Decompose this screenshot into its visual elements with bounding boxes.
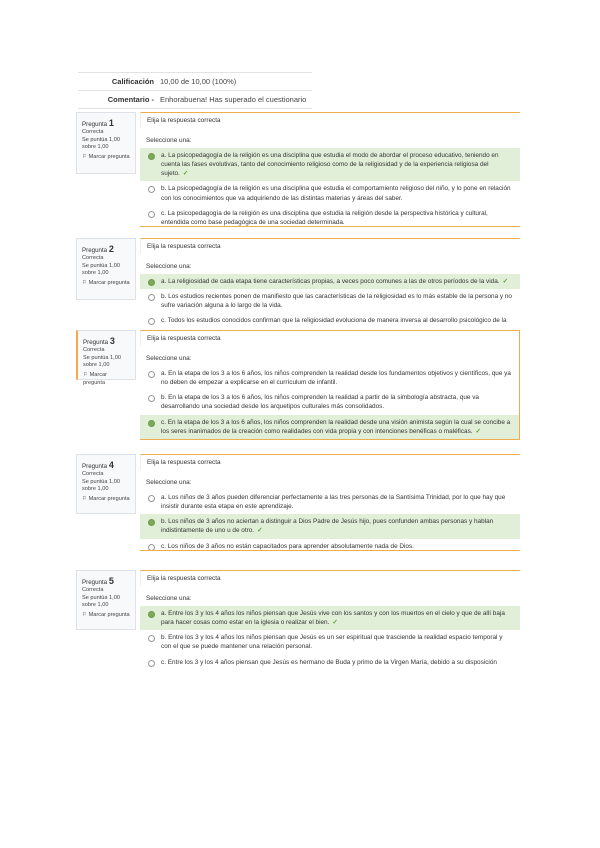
answer-option-a[interactable]	[140, 606, 520, 631]
question-text: Elija la respuesta correcta	[140, 238, 520, 254]
question-content	[140, 238, 520, 325]
question-content	[140, 330, 520, 440]
answer-text: c. Entre los 3 y los 4 años piensan que Jesús es hermano de Buda y primo de la Virgen María, debido a su disposición	[161, 658, 497, 666]
flag-question-link[interactable]	[82, 496, 130, 504]
comment-row	[78, 91, 312, 109]
answer-text: b. Entre los 3 y los 4 años los niños piensan que Jesús es un ser espiritual que trasciende la realidad espacio temporal y con el que se puede mantener una relación personal.	[161, 634, 503, 651]
flag-icon: ⚐	[82, 154, 88, 160]
radio-button[interactable]	[148, 153, 155, 160]
answer-option-b[interactable]	[140, 630, 520, 655]
question-status: Correcta	[83, 347, 105, 354]
question-score: Se puntúa 1,00 sobre 1,00	[82, 262, 120, 277]
answer-option-a[interactable]	[140, 490, 520, 515]
question-label: Pregunta	[82, 247, 108, 254]
radio-button[interactable]	[148, 495, 155, 502]
answer-text: b. Los estudios recientes ponen de manifiesto que las características de la religiosidad es lo más estable de la persona y no sufre variación alguna a lo largo de la vida.	[161, 292, 512, 310]
check-icon: ✓	[257, 527, 263, 535]
answer-text: b. Los niños de 3 años no aciertan a distinguir a Dios Padre de Jesús hijo, pues confunden ambas personas y hablan indistintamente de uno u de otro.	[161, 518, 494, 535]
flag-question-link[interactable]	[82, 280, 130, 288]
check-icon: ✓	[332, 618, 338, 626]
question-info	[76, 454, 136, 514]
flag-icon: ⚐	[82, 280, 88, 286]
flag-icon: ⚐	[82, 612, 88, 618]
answer-option-b[interactable]	[140, 390, 519, 415]
flag-label: Marcar pregunta	[88, 280, 130, 286]
question-number	[82, 243, 130, 255]
flag-label: Marcar pregunta	[83, 372, 107, 386]
radio-button[interactable]	[148, 660, 155, 667]
flag-question-link[interactable]	[83, 372, 130, 387]
question-label: Pregunta	[82, 463, 108, 470]
question-number	[82, 575, 130, 587]
answer-text: b. En la etapa de los 3 a los 6 años, los niños comprenden la realidad a partir de la simbología abstracta, que va desarrollando una sociedad desde los arquetipos culturales más consolidados.	[161, 394, 479, 411]
question-label: Pregunta	[82, 121, 108, 128]
question-info	[76, 238, 136, 300]
answer-prompt: Seleccione una:	[146, 263, 192, 271]
answer-text: a. Los niños de 3 años pueden diferenciar perfectamente a las tres personas de la Santísima Trinidad, por lo que hay que insistir durante esta etapa en este aprendizaje.	[161, 493, 506, 510]
answer-prompt: Seleccione una:	[146, 137, 192, 145]
answer-option-a[interactable]	[140, 366, 519, 391]
question-status: Correcta	[82, 129, 104, 136]
answer-text: b. La psicopedagogía de la religión es una disciplina que estudia el comportamiento religioso del niño, y lo pone en relación con los conocimientos que va adquiriendo de las distintas materias y áreas del saber.	[161, 185, 511, 202]
answer-text: a. Entre los 3 y los 4 años los niños piensan que Jesús vive con los santos y con los muertos en el cielo y que de allí baja para hacer cosas como estar en la iglesia o realizar el bien.	[161, 609, 505, 626]
question-info	[76, 112, 136, 174]
question-index: 1	[108, 118, 114, 128]
grade-summary	[78, 72, 312, 109]
question-text: Elija la respuesta correcta	[140, 112, 520, 128]
check-icon: ✓	[502, 277, 508, 285]
answer-text: c. Los niños de 3 años no están capacitados para aprender absolutamente nada de Dios.	[161, 542, 414, 550]
answer-text: a. En la etapa de los 3 a los 6 años, los niños comprenden la realidad desde los fundamentos objetivos y científicos, que ya no deben de empezar a explicarse en el currículum de infantil.	[161, 369, 511, 386]
question-index: 3	[109, 336, 115, 346]
answer-text: c. En la etapa de los 3 a los 6 años, los niños comprenden la realidad desde una visión animista según la cual se concibe a los seres inanimados de la creación como realidades con vida propia y con intenciones benéficas o maléficas.	[161, 418, 511, 435]
radio-button[interactable]	[148, 318, 155, 325]
answer-text: a. La religiosidad de cada etapa tiene características propias, a veces poco comunes a las de otros períodos de la vida.	[161, 277, 500, 285]
question-info	[76, 570, 136, 630]
question-text: Elija la respuesta correcta	[140, 330, 519, 346]
question-content	[140, 454, 520, 554]
radio-button[interactable]	[148, 186, 155, 193]
radio-button[interactable]	[148, 519, 155, 526]
question-text: Elija la respuesta correcta	[140, 454, 520, 470]
comment-label: Comentario -	[107, 95, 154, 104]
question-score: Se puntúa 1,00 sobre 1,00	[83, 354, 121, 369]
answer-text: c. Todos los estudios conocidos confirman que la religiosidad evoluciona de manera inversa al desarrollo psicológico de la	[161, 317, 507, 325]
question-info	[76, 330, 136, 386]
flag-label: Marcar pregunta	[88, 154, 130, 160]
question-index: 5	[108, 576, 114, 586]
question-score: Se puntúa 1,00 sobre 1,00	[82, 478, 120, 493]
grade-row	[78, 72, 312, 91]
answer-prompt: Seleccione una:	[146, 479, 192, 487]
answer-option-b[interactable]	[140, 181, 520, 206]
question-status: Correcta	[82, 587, 104, 594]
radio-button[interactable]	[148, 294, 155, 301]
grade-label: Calificación	[111, 77, 154, 86]
flag-label: Marcar pregunta	[88, 612, 130, 618]
answer-option-a[interactable]	[140, 148, 520, 182]
question-content	[140, 112, 520, 231]
answer-option-b[interactable]	[140, 514, 520, 539]
question-status: Correcta	[82, 471, 104, 478]
answer-text: a. La psicopedagogía de la religión es una disciplina que estudia el modo de abordar el proceso educativo, teniendo en cuenta las fases evolutivas, tanto del conocimiento religioso como de la religiosidad y de la experiencia religiosa del sujeto.	[161, 151, 499, 178]
radio-button[interactable]	[148, 635, 155, 642]
answer-option-c[interactable]	[140, 539, 520, 554]
grade-value: 10,00 de 10,00 (100%)	[160, 77, 237, 86]
question-number	[83, 335, 130, 347]
question-index: 4	[108, 460, 114, 470]
check-icon: ✓	[182, 170, 189, 178]
radio-button[interactable]	[148, 371, 155, 378]
answer-option-a[interactable]	[140, 274, 520, 289]
question-divider	[140, 226, 520, 227]
question-number	[82, 459, 130, 471]
answer-prompt: Seleccione una:	[146, 355, 192, 363]
question-content	[140, 570, 520, 666]
answer-option-b[interactable]	[140, 289, 520, 314]
flag-question-link[interactable]	[82, 154, 130, 162]
flag-icon: ⚐	[82, 496, 88, 502]
question-index: 2	[108, 244, 114, 254]
answer-option-c[interactable]	[140, 415, 519, 440]
answer-option-c[interactable]	[140, 313, 520, 328]
flag-icon: ⚐	[83, 372, 89, 378]
question-divider	[140, 550, 520, 551]
radio-button[interactable]	[148, 395, 155, 402]
check-icon: ✓	[475, 427, 481, 435]
comment-value: Enhorabuena! Has superado el cuestionario	[160, 95, 307, 104]
question-label: Pregunta	[82, 579, 108, 586]
flag-label: Marcar pregunta	[88, 496, 130, 502]
question-text: Elija la respuesta correcta	[140, 570, 520, 586]
radio-button[interactable]	[148, 279, 155, 286]
question-number	[82, 117, 130, 129]
question-status: Correcta	[82, 255, 104, 262]
question-score: Se puntúa 1,00 sobre 1,00	[82, 594, 120, 609]
question-score: Se puntúa 1,00 sobre 1,00	[82, 136, 120, 151]
answer-prompt: Seleccione una:	[146, 595, 192, 603]
radio-button[interactable]	[148, 611, 155, 618]
radio-button[interactable]	[148, 211, 155, 218]
answer-text: c. La psicopedagogía de la religión es una disciplina que estudia la religión desde la perspectiva histórica y cultural, entendida como base pedagógica de una sociedad determinada.	[161, 209, 488, 227]
question-label: Pregunta	[83, 339, 109, 346]
radio-button[interactable]	[148, 420, 155, 427]
flag-question-link[interactable]	[82, 612, 130, 620]
answer-option-c[interactable]	[140, 655, 520, 670]
